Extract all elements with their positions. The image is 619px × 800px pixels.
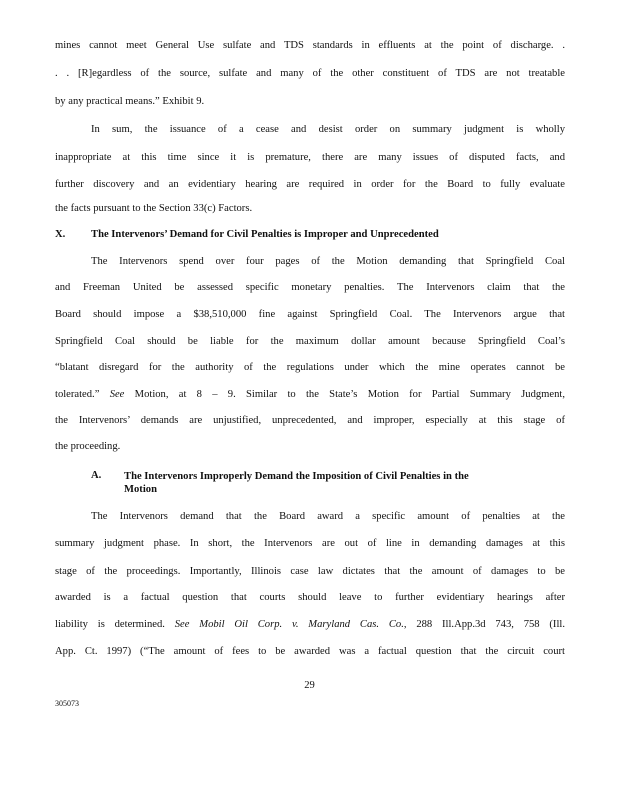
text-run: liability is determined. — [55, 619, 175, 630]
body-line: and Freeman United be assessed specific monetary penalties. The Intervenors claim that the — [55, 282, 565, 293]
body-line — [55, 389, 565, 400]
subsection-letter: A. — [91, 470, 102, 481]
body-line: The Intervenors spend over four pages of the Motion demanding that Springfield Coal — [91, 256, 565, 267]
page-number: 29 — [304, 680, 315, 691]
text-run: , 288 Ill.App.3d 743, 758 (Ill. — [403, 619, 565, 630]
body-line: . . [R]egardless of the source, sulfate and many of the other constituent of TDS are not treatable — [55, 68, 565, 79]
body-line: mines cannot meet General Use sulfate and TDS standards in effluents at the point of discharge. . — [55, 40, 565, 51]
body-line: stage of the proceedings. Importantly, Illinois case law dictates that the amount of damages to be — [55, 566, 565, 577]
body-line: Board should impose a $38,510,000 fine against Springfield Coal. The Intervenors argue that — [55, 309, 565, 320]
citation-signal: See — [109, 389, 125, 400]
case-citation: See Mobil Oil Corp. v. Maryland Cas. Co. — [174, 619, 404, 630]
body-line: summary judgment phase. In short, the Intervenors are out of line in demanding damages at this — [55, 538, 565, 549]
body-line: inappropriate at this time since it is premature, there are many issues of disputed facts, and — [55, 152, 565, 163]
section-title: The Intervenors’ Demand for Civil Penalties is Improper and Unprecedented — [91, 229, 439, 240]
body-line: further discovery and an evidentiary hearing are required in order for the Board to fully evaluate — [55, 179, 565, 190]
body-line: The Intervenors demand that the Board award a specific amount of penalties at the — [91, 511, 565, 522]
body-line: Springfield Coal should be liable for the maximum dollar amount because Springfield Coal’s — [55, 336, 565, 347]
body-line: the Intervenors’ demands are unjustified, unprecedented, and improper, especially at this stage of — [55, 415, 565, 426]
text-run: Motion, at 8 – 9. Similar to the State’s Motion for Partial Summary Judgment, — [124, 389, 565, 400]
body-line: the facts pursuant to the Section 33(c) Factors. — [55, 203, 253, 214]
body-line: In sum, the issuance of a cease and desist order on summary judgment is wholly — [91, 124, 565, 135]
body-line: awarded is a factual question that courts should leave to further evidentiary hearings after — [55, 592, 565, 603]
body-line: App. Ct. 1997) (“The amount of fees to be awarded was a factual question that the circuit court — [55, 646, 565, 657]
subsection-title: The Intervenors Improperly Demand the Imposition of Civil Penalties in the Motion — [124, 471, 469, 495]
body-line: the proceeding. — [55, 441, 121, 452]
body-line — [55, 619, 565, 630]
section-heading — [55, 229, 565, 240]
section-number: X. — [55, 229, 66, 240]
body-line: by any practical means.” Exhibit 9. — [55, 96, 205, 107]
body-line: “blatant disregard for the authority of the regulations under which the mine operates cannot be — [55, 362, 565, 373]
document-id: 305073 — [55, 699, 79, 708]
text-run: tolerated.” — [55, 389, 110, 400]
